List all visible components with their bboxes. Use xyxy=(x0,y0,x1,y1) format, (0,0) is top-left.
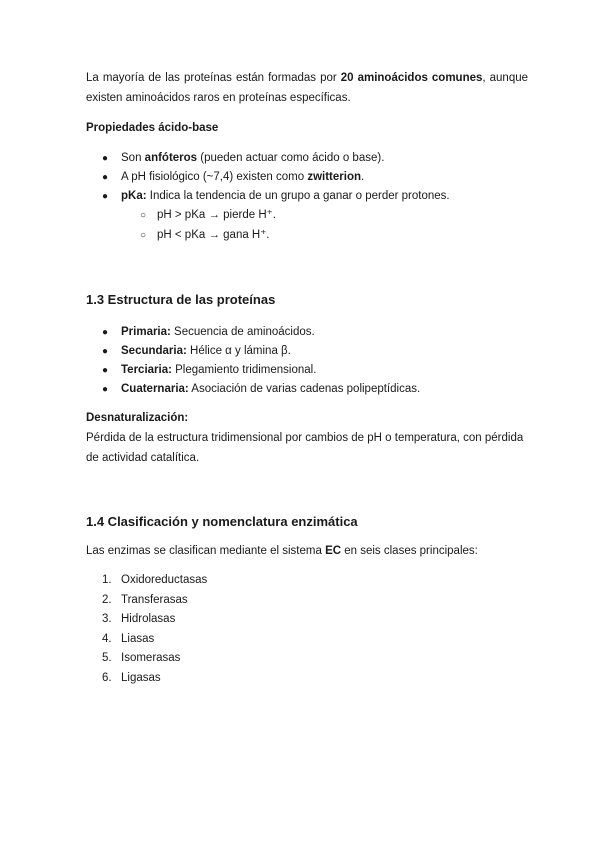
list-item: 6. Ligasas xyxy=(102,671,161,684)
sub-list-item: ○ pH > pKa → pierde H⁺. xyxy=(86,206,528,226)
list-item: ● pKa: Indica la tendencia de un grupo a ganar o perder protones. xyxy=(86,187,528,206)
bullet-icon: ● xyxy=(102,172,109,183)
bullet-icon: ● xyxy=(102,327,109,338)
acid-base-heading: Propiedades ácido-base xyxy=(86,122,219,134)
list-item: 5. Isomerasas xyxy=(102,652,181,664)
list-item: 2. Transferasas xyxy=(102,593,188,606)
list-item: 4. Liasas xyxy=(102,632,155,645)
list-item: ● A pH fisiológico (~7,4) existen como zwitterion. xyxy=(86,168,528,187)
sub-list-item: ○ pH < pKa → gana H⁺. xyxy=(86,226,528,246)
list-item: ● Terciaria: Plegamiento tridimensional. xyxy=(86,361,528,380)
list-item: ● Primaria: Secuencia de aminoácidos. xyxy=(86,323,528,342)
section-heading-structure: 1.3 Estructura de las proteínas xyxy=(86,292,276,307)
circle-bullet-icon: ○ xyxy=(140,210,147,221)
structure-list xyxy=(86,323,528,399)
enzyme-class-list xyxy=(86,571,528,688)
denaturation-text: Pérdida de la estructura tridimensional por cambios de pH o temperatura, con pérdida de actividad catalítica. xyxy=(86,432,524,464)
bullet-icon: ● xyxy=(102,191,109,202)
denaturation-heading: Desnaturalización: xyxy=(86,412,189,424)
circle-bullet-icon: ○ xyxy=(140,229,147,241)
list-item: 3. Hidrolasas xyxy=(102,613,176,625)
acid-base-list xyxy=(86,149,528,206)
intro-paragraph: La mayoría de las proteínas están formadas por 20 aminoácidos comunes, aunque existen aminoácidos raros en proteínas específicas. xyxy=(86,72,529,104)
bullet-icon: ● xyxy=(102,346,109,357)
list-item: ● Cuaternaria: Asociación de varias cadenas polipeptídicas. xyxy=(86,380,528,399)
classification-intro: Las enzimas se clasifican mediante el sistema EC en seis clases principales: xyxy=(86,545,478,557)
section-heading-classification: 1.4 Clasificación y nomenclatura enzimática xyxy=(86,514,358,529)
bullet-icon: ● xyxy=(102,153,109,164)
bullet-icon: ● xyxy=(102,384,109,395)
page-content xyxy=(86,68,528,688)
list-item: 1. Oxidoreductasas xyxy=(102,574,208,586)
pka-sub-list xyxy=(86,206,528,245)
list-item: ● Son anfóteros (pueden actuar como ácido o base). xyxy=(86,149,528,168)
list-item: ● Secundaria: Hélice α y lámina β. xyxy=(86,342,528,361)
bullet-icon: ● xyxy=(102,365,109,376)
